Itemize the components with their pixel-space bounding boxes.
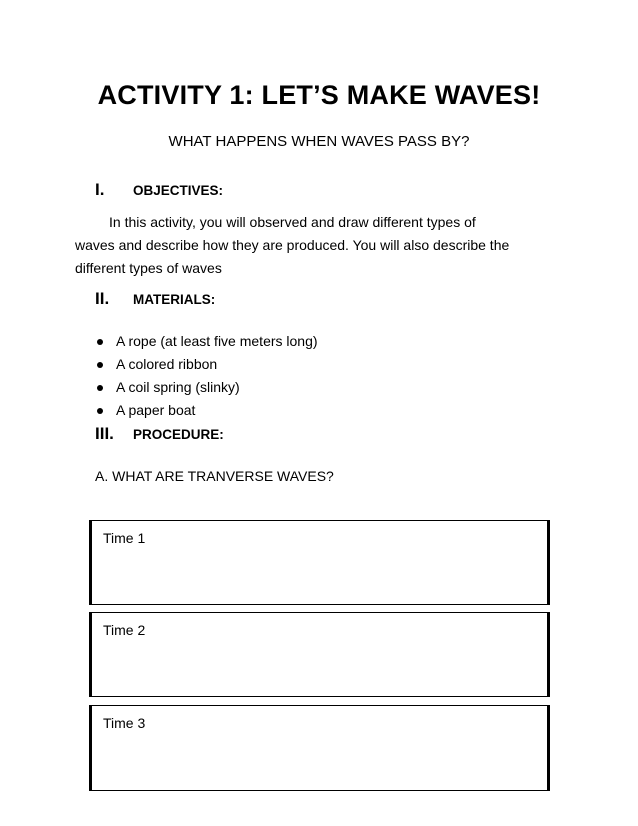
section-label: OBJECTIVES: [133, 183, 224, 198]
section-procedure-heading [95, 424, 224, 444]
drawing-box-label: Time 2 [103, 622, 146, 638]
list-item [95, 330, 318, 353]
paragraph-line: different types of waves [75, 260, 222, 276]
page-title: ACTIVITY 1: LET’S MAKE WAVES! [97, 80, 541, 110]
section-numeral: II. [95, 289, 110, 308]
section-objectives-heading [95, 180, 223, 200]
list-item-text: A rope (at least five meters long) [116, 333, 318, 349]
procedure-question: A. WHAT ARE TRANVERSE WAVES? [95, 468, 334, 484]
bullet-icon [97, 385, 103, 391]
section-label: MATERIALS: [133, 292, 216, 307]
objectives-paragraph [75, 211, 553, 280]
list-item [95, 376, 318, 399]
materials-list [95, 330, 318, 422]
bullet-icon [97, 408, 103, 414]
paragraph-line: waves and describe how they are produced. You will also describe the [75, 237, 510, 253]
drawing-box-time-3[interactable] [89, 705, 550, 791]
section-label: PROCEDURE: [133, 427, 224, 442]
list-item-text: A coil spring (slinky) [116, 379, 240, 395]
bullet-icon [97, 339, 103, 345]
page-subtitle: WHAT HAPPENS WHEN WAVES PASS BY? [168, 133, 470, 150]
drawing-box-label: Time 3 [103, 715, 146, 731]
section-materials-heading [95, 289, 215, 309]
drawing-box-time-2[interactable] [89, 612, 550, 697]
list-item-text: A colored ribbon [116, 356, 218, 372]
drawing-box-label: Time 1 [103, 530, 146, 546]
section-numeral: I. [95, 180, 105, 199]
list-item-text: A paper boat [116, 402, 196, 418]
paragraph-line: In this activity, you will observed and draw different types of [109, 214, 476, 230]
section-numeral: III. [95, 424, 114, 443]
list-item [95, 353, 318, 376]
bullet-icon [97, 362, 103, 368]
list-item [95, 399, 318, 422]
drawing-box-time-1[interactable] [89, 520, 550, 605]
